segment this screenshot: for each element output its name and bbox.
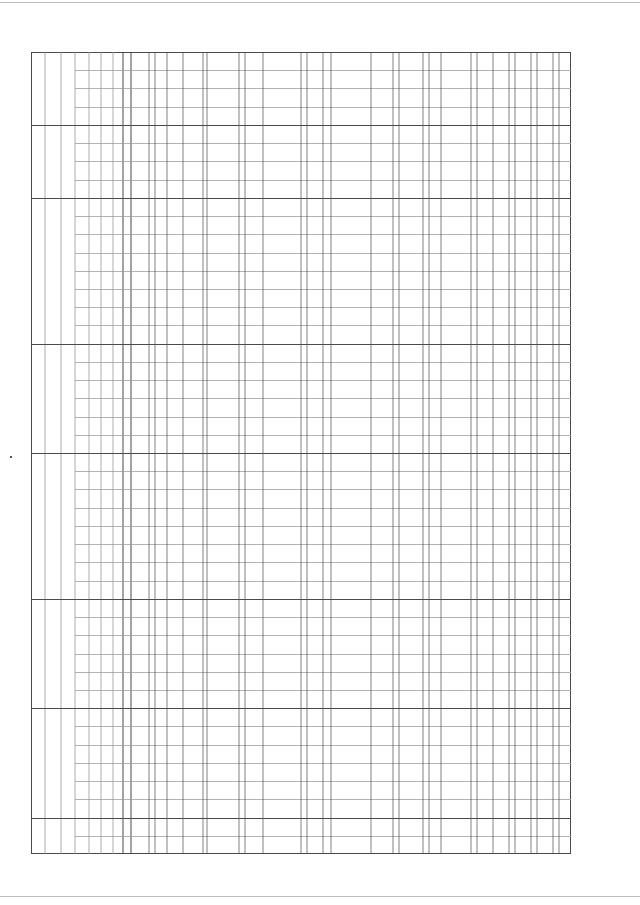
scan-mark	[10, 456, 12, 458]
rotated-form-table	[31, 52, 571, 854]
form-grid	[31, 52, 571, 854]
scan-bottom-edge	[0, 896, 640, 897]
scan-top-edge	[0, 2, 640, 3]
